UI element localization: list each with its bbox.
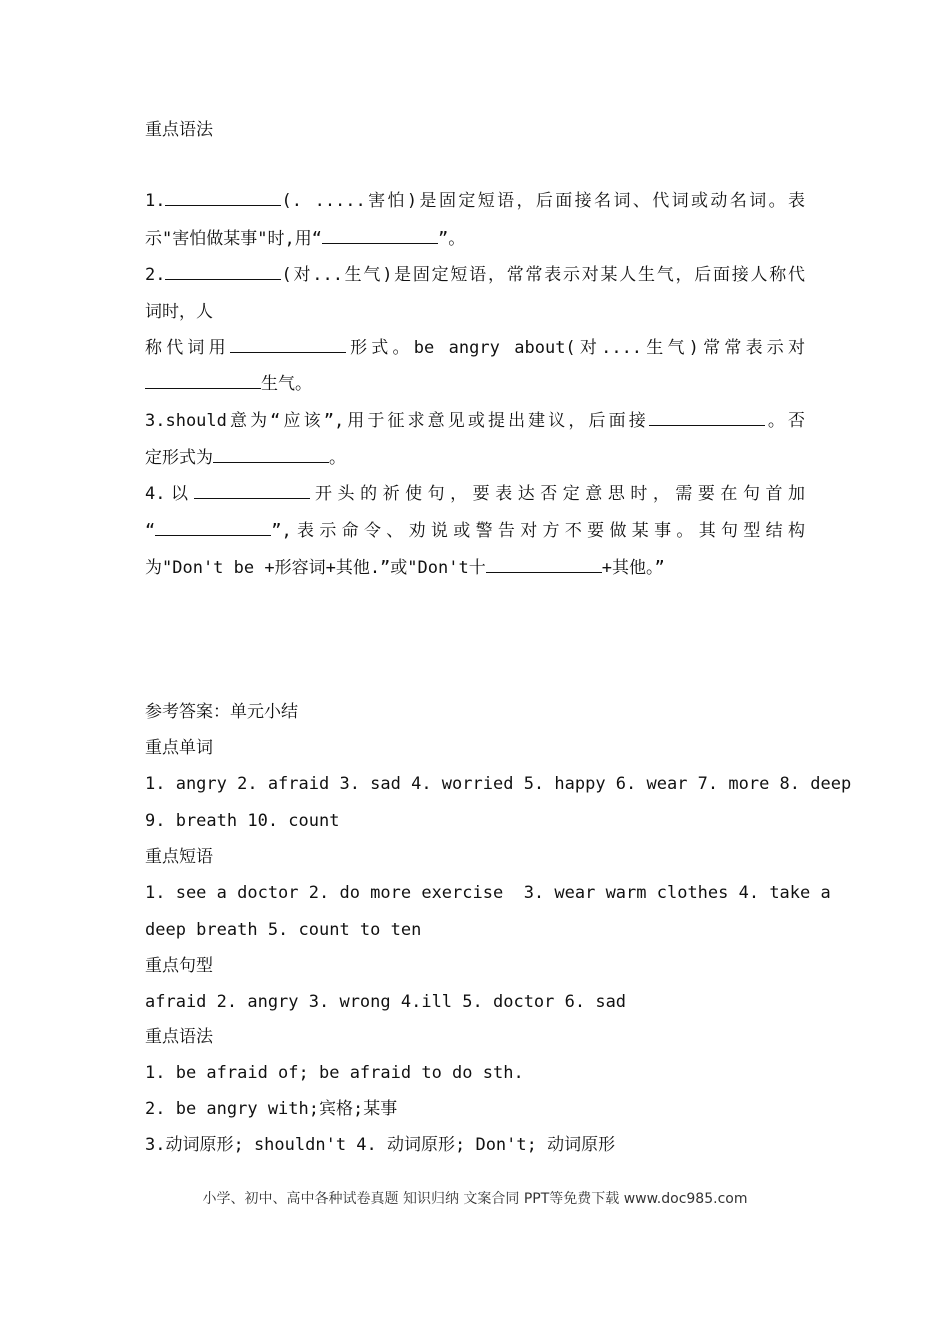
answer-blank <box>155 519 271 536</box>
grammar-answer-line-3: 3.动词原形; shouldn't 4. 动词原形; Don't; 动词原形 <box>145 1135 616 1155</box>
q3-text: 3.should意为“应该”,用于征求意见或提出建议，后面接 <box>145 411 649 431</box>
q4-text: 4.以 <box>145 484 194 504</box>
question-3-line-1 <box>145 409 805 433</box>
question-1-line-2 <box>145 227 465 251</box>
question-2-line-1 <box>145 263 805 287</box>
words-answer-line-1: 1. angry 2. afraid 3. sad 4. worried 5. happy 6. wear 7. more 8. deep <box>145 774 852 794</box>
q3-text-2: 。否 <box>764 411 805 431</box>
q2-text-3: 称代词用 <box>145 338 230 358</box>
answer-blank <box>230 336 346 353</box>
q1-text-2: 示"害怕做某事"时,用“ <box>145 229 322 249</box>
phrases-answer-line-2: deep breath 5. count to ten <box>145 920 422 940</box>
question-2-line-4 <box>145 372 312 396</box>
answer-blank <box>213 446 329 463</box>
q1-text-3: ”。 <box>437 229 466 249</box>
q2-text-4: 形式。be angry about(对....生气)常常表示对 <box>345 338 805 358</box>
q2-number: 2. <box>145 265 166 285</box>
answer-blank <box>322 227 438 244</box>
grammar-heading: 重点语法 <box>145 120 213 140</box>
q3-text-4: 。 <box>329 448 346 468</box>
grammar-answers-heading: 重点语法 <box>145 1027 213 1047</box>
question-4-line-1 <box>145 482 805 506</box>
question-2-line-3 <box>145 336 805 360</box>
phrases-answer-line-1: 1. see a doctor 2. do more exercise 3. wear warm clothes 4. take a <box>145 883 831 903</box>
grammar-answer-line-1: 1. be afraid of; be afraid to do sth. <box>145 1063 524 1083</box>
q2-text: (对...生气)是固定短语，常常表示对某人生气，后面接人称代 <box>281 265 805 285</box>
question-2-line-2: 词时，人 <box>145 302 213 322</box>
words-answer-line-2: 9. breath 10. count <box>145 811 340 831</box>
q4-text-4: ”,表示命令、劝说或警告对方不要做某事。其句型结构 <box>271 521 805 541</box>
q1-number: 1. <box>145 191 166 211</box>
question-3-line-2 <box>145 446 346 470</box>
question-4-line-3 <box>145 556 665 580</box>
words-heading: 重点单词 <box>145 738 213 758</box>
sentences-answer-line: afraid 2. angry 3. wrong 4.ill 5. doctor 6. sad <box>145 992 627 1012</box>
phrases-heading: 重点短语 <box>145 847 213 867</box>
grammar-answer-line-2: 2. be angry with;宾格;某事 <box>145 1099 398 1119</box>
answer-blank <box>165 189 281 206</box>
q4-text-6: +其他。” <box>601 558 665 578</box>
q2-text-5: 生气。 <box>261 374 312 394</box>
page-footer: 小学、初中、高中各种试卷真题 知识归纳 文案合同 PPT等免费下载 www.doc985.com <box>202 1191 748 1207</box>
answer-blank <box>145 372 261 389</box>
sentences-heading: 重点句型 <box>145 956 213 976</box>
q4-text-3: “ <box>145 521 156 541</box>
question-1-line-1 <box>145 189 805 213</box>
answer-blank <box>165 263 281 280</box>
answer-blank <box>486 556 602 573</box>
answer-blank <box>649 409 765 426</box>
answers-title: 参考答案：单元小结 <box>145 702 298 722</box>
q4-text-2: 开头的祈使句，要表达否定意思时，需要在句首加 <box>309 484 805 504</box>
question-4-line-2 <box>145 519 805 543</box>
answer-blank <box>194 482 310 499</box>
q1-text: (. .....害怕)是固定短语，后面接名词、代词或动名词。表 <box>281 191 805 211</box>
q3-text-3: 定形式为 <box>145 448 213 468</box>
q4-text-5: 为"Don't be +形容词+其他.”或"Don't十 <box>145 558 486 578</box>
